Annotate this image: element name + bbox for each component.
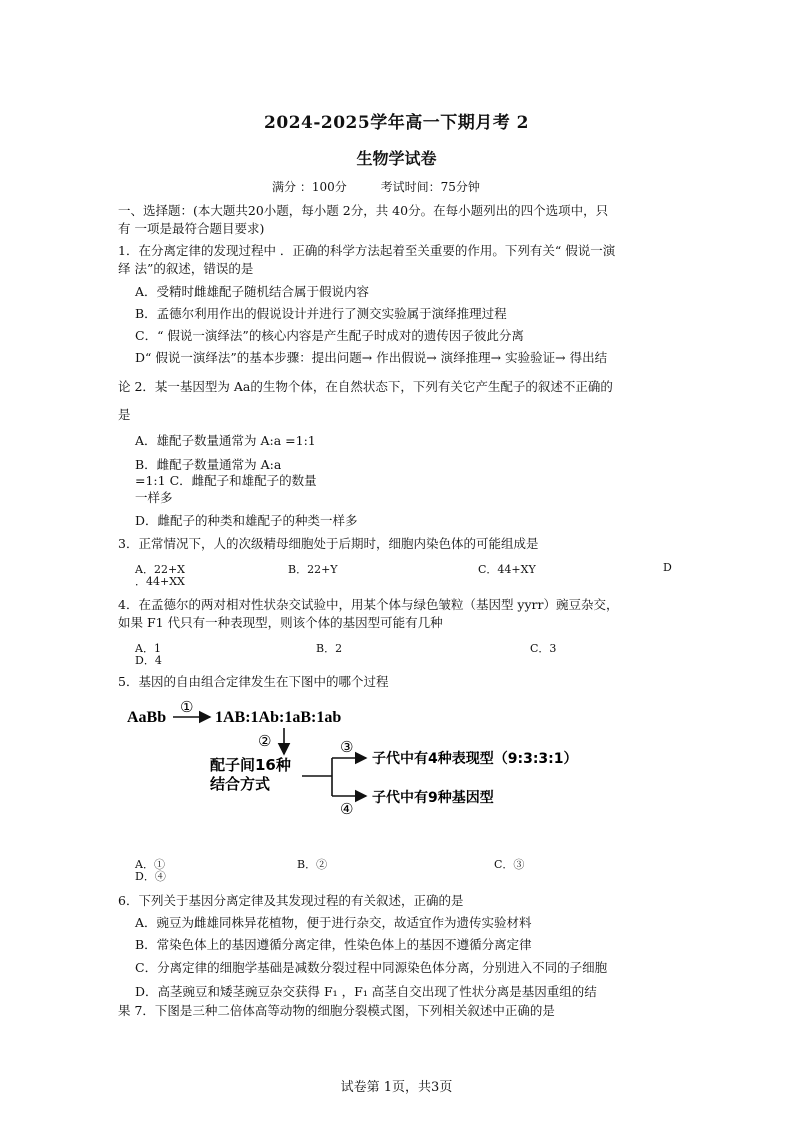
gene-combination-diagram <box>118 696 638 846</box>
page-footer: 试卷第 1页，共3页 <box>340 1080 453 1095</box>
q1-option-b: B．孟德尔利用作出的假说设计并进行了测交实验属于演绎推理过程 <box>135 306 507 321</box>
q5-stem: 5．基因的自由组合定律发生在下图中的哪个过程 <box>118 674 389 689</box>
diagram-combine-2: 结合方式 <box>210 775 271 793</box>
diagram-gametes: 1AB:1Ab:1aB:1ab <box>215 709 342 726</box>
q4-stem-1: 4．在孟德尔的两对相对性状杂交试验中，用某个体与绿色皱粒（基因型 yyrr）豌豆杂交， <box>118 597 619 612</box>
diagram-result-4: 子代中有9种基因型 <box>372 790 494 806</box>
q1-option-a: A．受精时雌雄配子随机结合属于假说内容 <box>135 284 370 299</box>
diagram-step-2: ② <box>258 732 272 750</box>
diagram-combine-1: 配子间16种 <box>210 756 291 774</box>
diagram-step-3: ③ <box>340 738 354 756</box>
q3-stem: 3．正常情况下，人的次级精母细胞处于后期时，细胞内染色体的可能组成是 <box>118 536 539 551</box>
full-score: 满分 ：100分 <box>272 180 347 194</box>
q5-option-a: A．① <box>135 858 165 871</box>
q2-option-d: D．雌配子的种类和雄配子的种类一样多 <box>135 513 358 528</box>
q5-option-d: D．④ <box>135 870 166 883</box>
q1-option-d: D“ 假说一演绎法”的基本步骤：提出问题→ 作出假说→ 演绎推理→ 实验验证→ 得出结 <box>135 350 608 365</box>
q3-option-d-value: ．44+XX <box>135 575 185 588</box>
q4-option-c: C．3 <box>530 642 557 655</box>
q4-option-b: B．2 <box>316 642 343 655</box>
q6-option-a: A．豌豆为雌雄同株异花植物，便于进行杂交，故适宜作为遗传实验材料 <box>135 915 532 930</box>
exam-meta <box>272 178 488 195</box>
q4-option-d: D．4 <box>135 654 162 667</box>
exam-title: 2024-2025学年高一下期月考 2 <box>264 113 529 133</box>
q4-option-a: A．1 <box>135 642 161 655</box>
q2-option-b: B．雌配子数量通常为 A:a <box>135 457 282 472</box>
diagram-start: AaBb <box>127 709 167 726</box>
q6-option-b: B．常染色体上的基因遵循分离定律，性染色体上的基因不遵循分离定律 <box>135 937 532 952</box>
q1-stem-2: 绎 法”的叙述，错误的是 <box>118 261 254 276</box>
q1-stem-1: 1．在分离定律的发现过程中 ．正确的科学方法起着至关重要的作用。下列有关“ 假说一演 <box>118 243 616 258</box>
q6-option-c: C．分离定律的细胞学基础是减数分裂过程中同源染色体分离，分别进入不同的子细胞 <box>135 960 608 975</box>
q2-stem-1: 论 2．某一基因型为 Aa的生物个体，在自然状态下，下列有关它产生配子的叙述不正确的 <box>118 379 613 394</box>
q3-option-b: B．22+Y <box>288 563 338 576</box>
exam-time: 考试时间：75分钟 <box>380 180 480 194</box>
q7-stem: 果 7．下图是三种二倍体高等动物的细胞分裂模式图，下列相关叙述中正确的是 <box>118 1003 555 1018</box>
diagram-result-3: 子代中有4种表现型（9:3:3:1） <box>372 751 578 767</box>
section-line-2: 有 一项是最符合题目要求) <box>118 221 265 236</box>
q1-option-c: C．“ 假说一演绎法”的核心内容是产生配子时成对的遗传因子彼此分离 <box>135 328 524 343</box>
section-line-1: 一、选择题：(本大题共20小题，每小题 2分，共 40分。在每小题列出的四个选项中，只 <box>118 203 609 218</box>
q4-stem-2: 如果 F1 代只有一种表现型，则该个体的基因型可能有几种 <box>118 615 443 630</box>
diagram-step-4: ④ <box>340 800 354 818</box>
q6-option-d: D．高茎豌豆和矮茎豌豆杂交获得 F₁ ，F₁ 高茎自交出现了性状分离是基因重组的结 <box>135 984 597 999</box>
q5-option-b: B．② <box>297 858 328 871</box>
q5-option-c: C．③ <box>494 858 525 871</box>
exam-subject: 生物学试卷 <box>356 149 437 168</box>
q6-stem: 6．下列关于基因分离定律及其发现过程的有关叙述，正确的是 <box>118 893 464 908</box>
q2-option-a: A．雄配子数量通常为 A:a =1:1 <box>135 433 316 448</box>
q2-option-c-cont: 一样多 <box>135 490 173 505</box>
q3-option-c: C．44+XY <box>478 563 536 576</box>
q3-option-d-letter: D <box>663 561 672 574</box>
q2-option-bc: =1:1 C．雌配子和雄配子的数量 <box>135 473 317 488</box>
q3-option-a: A．22+X <box>135 563 185 576</box>
diagram-step-1: ① <box>180 698 194 716</box>
q2-stem-2: 是 <box>118 407 131 422</box>
